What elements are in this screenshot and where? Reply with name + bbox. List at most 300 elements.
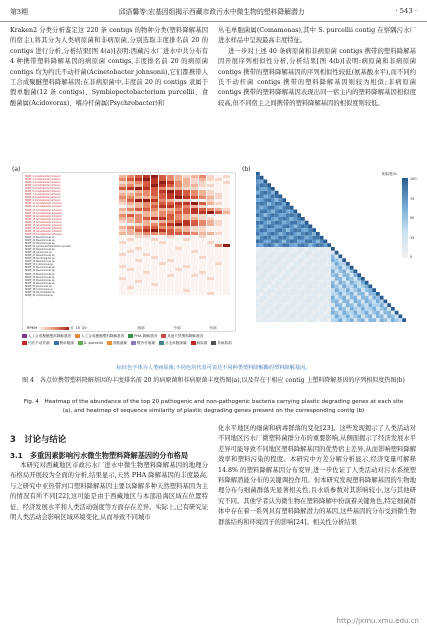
similarity-cell [391, 307, 395, 311]
similarity-cell [256, 303, 260, 307]
similarity-cell [331, 315, 335, 319]
similarity-cell [357, 318, 361, 322]
group-west: 西部 [137, 326, 145, 330]
similarity-cell [256, 281, 260, 285]
similarity-cell [282, 251, 286, 255]
similarity-heatmap [256, 172, 406, 322]
similarity-cell [264, 180, 268, 184]
legend-host-item: 嗜冷杆菌属 [131, 341, 155, 346]
similarity-cell [264, 217, 268, 221]
similarity-cell [264, 300, 268, 304]
heatmap-row-label: NODE_39 Psychrobacter sp. [25, 290, 56, 294]
similarity-cell [331, 288, 335, 292]
similarity-cell [286, 303, 290, 307]
similarity-cell [267, 292, 271, 296]
similarity-cell [301, 318, 305, 322]
paragraph: 化水平地区的细菌和病毒群落的变化[23]。这些发现揭示了人类活动对不同地区污水厂微塑料菌群分布的重要影响,从侧面揭示了经济发展水平差异可能导致不同地区塑料降解基因的优势宿主差异,从而影响塑料降解效率和塑料污染的程度。本研究中方差分解分析显示,经济变量可解释 14.8% 的塑料降解基因分布变异,进一步佐证了人类活动对污水系统塑料降解潜能分布的关键调控作用。但本研究发现塑料降解基因的生物地理分布与细菌群落无显著相关性,且水质参数对其影响较小,这与其他研究不同。其他学者认为微生物在塑料降解中扮演着关键角色,特定细菌群体中存在着一系列具有塑料降解潜力的基因,这些基因的分布受到微生物群落结构和环境因子的影响[24]。相关性分析结果 [218, 425, 416, 526]
similarity-cell [357, 300, 361, 304]
similarity-cell [320, 307, 324, 311]
similarity-cell [331, 296, 335, 300]
similarity-cell [361, 300, 365, 304]
similarity-cell [372, 307, 376, 311]
similarity-cell [346, 270, 350, 274]
similarity-cell [279, 318, 283, 322]
similarity-cell [324, 240, 328, 244]
similarity-cell [275, 225, 279, 229]
similarity-cell [279, 210, 283, 214]
similarity-cell [256, 183, 260, 187]
similarity-cell [354, 288, 358, 292]
heatmap-row-label: NODE_28 Psychrobacter sp. [25, 257, 56, 261]
similarity-cell [279, 262, 283, 266]
similarity-cell [260, 255, 264, 259]
similarity-cell [316, 303, 320, 307]
similarity-cell [335, 277, 339, 281]
similarity-cell [282, 213, 286, 217]
similarity-cell [387, 318, 391, 322]
similarity-cell [342, 270, 346, 274]
similarity-cell [260, 183, 264, 187]
heatmap-cell [183, 292, 191, 295]
legend-host-item: 假单胞菌 [54, 341, 74, 346]
similarity-cell [335, 296, 339, 300]
legend-swatch [22, 341, 27, 345]
similarity-cell [357, 315, 361, 319]
similarity-cell [331, 307, 335, 311]
similarity-cell [279, 311, 283, 315]
similarity-cell [271, 206, 275, 210]
similarity-cell [271, 228, 275, 232]
similarity-cell [260, 221, 264, 225]
similarity-cell [279, 266, 283, 270]
similarity-cell [305, 247, 309, 251]
similarity-cell [309, 232, 313, 236]
similarity-cell [275, 296, 279, 300]
similarity-cell [380, 300, 384, 304]
similarity-cell [271, 285, 275, 289]
similarity-cell [256, 262, 260, 266]
similarity-cell [342, 300, 346, 304]
similarity-cell [264, 288, 268, 292]
similarity-cell [320, 311, 324, 315]
similarity-cell [267, 273, 271, 277]
similarity-cell [354, 292, 358, 296]
similarity-cell [286, 300, 290, 304]
legend-host-item: 食酸菌属 [107, 341, 127, 346]
similarity-cell [267, 296, 271, 300]
similarity-cell [260, 210, 264, 214]
similarity-cell [335, 315, 339, 319]
similarity-cell [264, 183, 268, 187]
similarity-cell [309, 262, 313, 266]
similarity-cell [320, 236, 324, 240]
similarity-cell [339, 255, 343, 259]
similarity-cell [324, 258, 328, 262]
figure-footnote: 标红色字体为人类病原菌;不同色块代表可表达不同种类塑料降解酶的塑料降解基因。 [116, 365, 311, 371]
similarity-cell [297, 228, 301, 232]
similarity-cell [271, 221, 275, 225]
similarity-cell [256, 266, 260, 270]
similarity-cell [327, 296, 331, 300]
legend-host-item: 约氏不动杆菌 [22, 341, 50, 346]
similarity-cell [282, 292, 286, 296]
similarity-cell [350, 311, 354, 315]
similarity-cell [267, 210, 271, 214]
similarity-cell [282, 236, 286, 240]
panel-b-label: (b) [242, 166, 251, 173]
similarity-cell [350, 303, 354, 307]
similarity-cell [312, 285, 316, 289]
similarity-cell [346, 277, 350, 281]
similarity-cell [256, 202, 260, 206]
similarity-cell [309, 255, 313, 259]
similarity-cell [339, 270, 343, 274]
similarity-cell [271, 281, 275, 285]
similarity-cell [354, 307, 358, 311]
similarity-cell [316, 285, 320, 289]
similarity-cell [320, 285, 324, 289]
paragraph: Kraken2 分类分析鉴定这 220 条 contigs 的物种分类(塑料降解基因的宿主),将其分为人类病原菌和非病原菌,分别选取丰度排名前 20 的 contigs 进行分析,分析结果[图 4(a)]表明:西藏污水厂进水中共分布有 4 种携带塑料降解基因的病原菌 contigs,丰度排名前 20 的病原菌 contigs 均为约氏不动杆菌(Acinetobacter johnsonii),它们都携带人工合成聚醚塑料降解基因;在非病原菌中,丰度前 20 的 contigs 隶属于假单胞菌(12 条 contigs)、Symbiopectobacterium purcellii、食酸菌属(Acidovorax)、嗜冷杆菌属(Psychrobacter)和 [10, 27, 208, 107]
similarity-cell [354, 303, 358, 307]
similarity-cell [376, 307, 380, 311]
similarity-cell [312, 251, 316, 255]
similarity-cell [286, 277, 290, 281]
similarity-cell [301, 307, 305, 311]
heatmap-row-label: NODE_5 Acinetobacter johnsonii [25, 187, 61, 191]
similarity-cell [275, 232, 279, 236]
similarity-cell [305, 318, 309, 322]
body-text-bottom-left [10, 424, 208, 523]
similarity-cell [320, 292, 324, 296]
similarity-cell [282, 281, 286, 285]
similarity-cell [271, 303, 275, 307]
similarity-cell [290, 285, 294, 289]
similarity-cell [380, 296, 384, 300]
similarity-cell [260, 311, 264, 315]
similarity-cell [297, 258, 301, 262]
similarity-cell [346, 300, 350, 304]
similarity-cell [264, 251, 268, 255]
similarity-cell [357, 303, 361, 307]
similarity-cell [264, 273, 268, 277]
rpkm-gradient [39, 327, 69, 330]
similarity-cell [331, 318, 335, 322]
similarity-cell [260, 206, 264, 210]
similarity-cell [342, 292, 346, 296]
similarity-cell [335, 270, 339, 274]
similarity-cell [271, 202, 275, 206]
similarity-cell [372, 318, 376, 322]
similarity-cell [290, 243, 294, 247]
similarity-cell [256, 285, 260, 289]
similarity-cell [309, 296, 313, 300]
similarity-cell [264, 281, 268, 285]
similarity-cell [264, 266, 268, 270]
similarity-cell [320, 247, 324, 251]
similarity-cell [316, 315, 320, 319]
similarity-cell [312, 318, 316, 322]
similarity-cell [331, 311, 335, 315]
similarity-cell [271, 198, 275, 202]
similarity-cell [279, 303, 283, 307]
similarity-cell [286, 217, 290, 221]
similarity-cell [305, 285, 309, 289]
similarity-cell [267, 206, 271, 210]
similarity-cell [260, 176, 264, 180]
similarity-cell [301, 262, 305, 266]
similarity-cell [309, 270, 313, 274]
similarity-cell [346, 285, 350, 289]
similarity-cell [380, 303, 384, 307]
similarity-cell [267, 195, 271, 199]
similarity-cell [264, 202, 268, 206]
similarity-cell [324, 266, 328, 270]
similarity-cell [320, 318, 324, 322]
similarity-cell [294, 270, 298, 274]
heatmap-row-label: NODE_10 Acinetobacter johnsonii [25, 202, 62, 206]
similarity-cell [301, 228, 305, 232]
similarity-cell [271, 210, 275, 214]
similarity-cell [279, 255, 283, 259]
heatmap-cell [151, 292, 159, 295]
similarity-cell [286, 262, 290, 266]
similarity-cell [312, 281, 316, 285]
similarity-cell [275, 202, 279, 206]
legend-swatch [54, 341, 59, 345]
similarity-cell [372, 296, 376, 300]
similarity-cell [279, 270, 283, 274]
similarity-cell [316, 255, 320, 259]
similarity-cell [309, 307, 313, 311]
similarity-cell [376, 311, 380, 315]
similarity-cell [320, 251, 324, 255]
similarity-cell [305, 221, 309, 225]
similarity-cell [309, 311, 313, 315]
similarity-cell [309, 273, 313, 277]
similarity-cell [260, 303, 264, 307]
similarity-cell [327, 318, 331, 322]
similarity-cell [267, 303, 271, 307]
similarity-cell [286, 232, 290, 236]
similarity-cell [267, 236, 271, 240]
similarity-cell [267, 315, 271, 319]
similarity-cell [331, 258, 335, 262]
similarity-cell [271, 270, 275, 274]
similarity-cell [335, 273, 339, 277]
heatmap-row-label: NODE_17 Acinetobacter johnsonii [25, 223, 62, 227]
similarity-cell [316, 296, 320, 300]
similarity-cell [320, 277, 324, 281]
similarity-cell [305, 273, 309, 277]
similarity-cell [297, 318, 301, 322]
heatmap-row-label: NODE_13 Acinetobacter johnsonii [25, 211, 62, 215]
similarity-cell [294, 277, 298, 281]
similarity-cell [320, 288, 324, 292]
similarity-cell [256, 255, 260, 259]
similarity-cell [260, 198, 264, 202]
similarity-cell [297, 221, 301, 225]
similarity-cell [271, 318, 275, 322]
similarity-cell [279, 236, 283, 240]
similarity-cell [327, 262, 331, 266]
colorbar-tick: 75 [410, 196, 415, 201]
similarity-cell [256, 270, 260, 274]
similarity-cell [294, 258, 298, 262]
similarity-cell [354, 311, 358, 315]
similarity-cell [256, 225, 260, 229]
similarity-cell [365, 300, 369, 304]
similarity-cell [331, 303, 335, 307]
similarity-cell [309, 315, 313, 319]
similarity-cell [290, 221, 294, 225]
similarity-cell [294, 307, 298, 311]
similarity-cell [342, 262, 346, 266]
similarity-cell [260, 258, 264, 262]
similarity-cell [264, 187, 268, 191]
similarity-cell [327, 243, 331, 247]
similarity-cell [282, 300, 286, 304]
similarity-cell [297, 247, 301, 251]
similarity-cell [354, 318, 358, 322]
similarity-cell [294, 273, 298, 277]
similarity-cell [335, 281, 339, 285]
similarity-cell [286, 243, 290, 247]
similarity-cell [294, 251, 298, 255]
heatmap-row-label: NODE_20 Acinetobacter johnsonii [25, 232, 62, 236]
similarity-cell [264, 210, 268, 214]
similarity-cell [267, 232, 271, 236]
heatmap-row-label: NODE_32 Pseudomonas sp. [25, 269, 56, 273]
similarity-cell [271, 247, 275, 251]
similarity-cell [264, 247, 268, 251]
similarity-cell [312, 311, 316, 315]
similarity-cell [275, 243, 279, 247]
similarity-cell [305, 243, 309, 247]
similarity-cell [309, 281, 313, 285]
similarity-cell [376, 292, 380, 296]
similarity-cell [275, 303, 279, 307]
similarity-cell [384, 307, 388, 311]
similarity-cell [286, 213, 290, 217]
similarity-cell [357, 292, 361, 296]
similarity-cell [297, 255, 301, 259]
similarity-cell [301, 236, 305, 240]
similarity-cell [305, 303, 309, 307]
similarity-cell [316, 307, 320, 311]
similarity-cell [260, 225, 264, 229]
similarity-cell [331, 277, 335, 281]
figure-caption-en: Fig. 4 Heatmap of the abundance of the top 20 pathogenic and non-pathogenic bacteria carrying plastic degrading genes at each site (a), and heatmap of sequence similarity of plastic degrading genes present on the corresponding contig (b) [23, 399, 404, 414]
similarity-cell [309, 243, 313, 247]
similarity-cell [282, 198, 286, 202]
similarity-cell [369, 303, 373, 307]
similarity-cell [290, 273, 294, 277]
page-number: · 543 · [395, 6, 417, 15]
similarity-cell [342, 258, 346, 262]
similarity-cell [264, 285, 268, 289]
similarity-cell [301, 288, 305, 292]
similarity-cell [297, 236, 301, 240]
similarity-cell [290, 311, 294, 315]
similarity-cell [271, 262, 275, 266]
similarity-cell [297, 277, 301, 281]
heatmap-row-label: NODE_1 Acinetobacter johnsonii [25, 175, 61, 178]
similarity-cell [327, 307, 331, 311]
heatmap-row-label: NODE_27 Pseudomonas sp. [25, 254, 56, 258]
similarity-cell [294, 221, 298, 225]
similarity-cell [391, 315, 395, 319]
similarity-cell [260, 281, 264, 285]
panel-a-label: (a) [12, 166, 21, 173]
similarity-cell [354, 270, 358, 274]
similarity-cell [264, 292, 268, 296]
similarity-cell [286, 307, 290, 311]
similarity-cell [264, 296, 268, 300]
similarity-cell [384, 318, 388, 322]
similarity-cell [339, 318, 343, 322]
similarity-cell [350, 292, 354, 296]
similarity-cell [275, 191, 279, 195]
similarity-cell [387, 315, 391, 319]
similarity-cell [369, 300, 373, 304]
similarity-cell [279, 281, 283, 285]
similarity-cell [324, 243, 328, 247]
similarity-cell [286, 206, 290, 210]
heatmap-row-label: NODE_29 Pseudomonas sp. [25, 260, 56, 264]
similarity-cell [264, 262, 268, 266]
similarity-cell [279, 202, 283, 206]
similarity-cell [256, 236, 260, 240]
similarity-cell [290, 292, 294, 296]
similarity-cell [380, 315, 384, 319]
similarity-cell [350, 281, 354, 285]
similarity-cell [275, 281, 279, 285]
heatmap-cell [127, 292, 135, 295]
similarity-cell [350, 270, 354, 274]
similarity-cell [256, 213, 260, 217]
similarity-cell [312, 255, 316, 259]
similarity-cell [290, 296, 294, 300]
similarity-cell [286, 240, 290, 244]
similarity-cell [372, 292, 376, 296]
similarity-cell [260, 213, 264, 217]
similarity-cell [260, 217, 264, 221]
similarity-cell [339, 296, 343, 300]
similarity-cell [260, 240, 264, 244]
similarity-cell [327, 270, 331, 274]
similarity-cell [399, 318, 403, 322]
similarity-cell [260, 202, 264, 206]
body-text-top-left [10, 26, 208, 109]
similarity-cell [301, 281, 305, 285]
similarity-cell [342, 273, 346, 277]
similarity-cell [290, 300, 294, 304]
similarity-cell [372, 300, 376, 304]
similarity-cell [301, 296, 305, 300]
similarity-cell [342, 281, 346, 285]
similarity-cell [384, 315, 388, 319]
heatmap-row-labels [25, 175, 117, 297]
similarity-cell [342, 311, 346, 315]
similarity-cell [320, 296, 324, 300]
similarity-cell [346, 262, 350, 266]
similarity-cell [286, 247, 290, 251]
similarity-cell [294, 255, 298, 259]
similarity-cell [267, 285, 271, 289]
colorbar-tick: 100 [410, 177, 417, 181]
similarity-cell [256, 232, 260, 236]
similarity-cell [346, 273, 350, 277]
